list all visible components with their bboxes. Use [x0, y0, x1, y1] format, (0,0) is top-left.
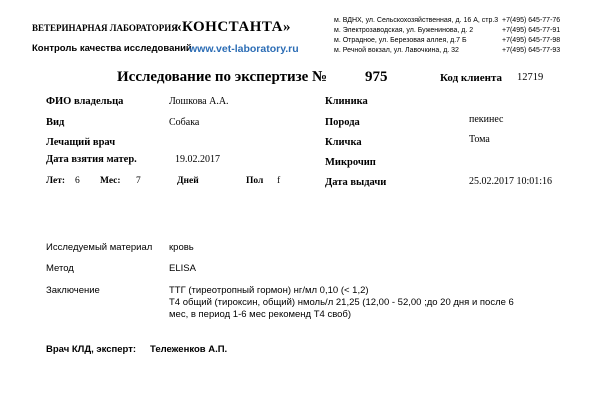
address-line: м. Отрадное, ул. Березовая аллея, д.7 Б: [334, 37, 467, 44]
client-code-label: Код клиента: [440, 72, 503, 84]
conclusion-line: Т4 общий (тироксин, общий) нмоль/л 21,25 (12,00 - 52,00 ;до 20 дня и после 6: [169, 297, 514, 308]
nickname-value: Тома: [469, 134, 490, 145]
address-line: м. Речной вокзал, ул. Лавочкина, д. 32: [334, 47, 459, 54]
method-label: Метод: [46, 263, 74, 274]
months-value: 7: [136, 176, 141, 186]
issue-date-value: 25.02.2017 10:01:16: [469, 176, 553, 187]
signature-name: Тележенков А.П.: [150, 344, 228, 355]
days-label: Дней: [177, 176, 199, 186]
conclusion-label: Заключение: [46, 285, 100, 296]
microchip-label: Микрочип: [325, 157, 376, 168]
years-label: Лет:: [46, 176, 66, 186]
phone-line: +7(495) 645-77-93: [502, 47, 561, 54]
material-value: кровь: [169, 242, 194, 253]
phone-line: +7(495) 645-77-98: [502, 37, 561, 44]
phone-line: +7(495) 645-77-76: [502, 17, 561, 24]
species-value: Собака: [169, 117, 200, 128]
months-label: Мес:: [100, 176, 121, 186]
conclusion-line: мес, в период 1-6 мес рекоменд Т4 своб): [169, 309, 352, 320]
years-value: 6: [75, 176, 80, 186]
clinic-label: Клиника: [325, 96, 368, 107]
phone-line: +7(495) 645-77-91: [502, 27, 561, 34]
sample-date-label: Дата взятия матер.: [46, 154, 137, 165]
sex-value: f: [277, 176, 281, 186]
conclusion-line: ТТГ (тиреотропный гормон) нг/мл 0,10 (< 1,2): [169, 285, 369, 296]
sample-date-value: 19.02.2017: [175, 154, 220, 165]
doctor-label: Лечащий врач: [46, 137, 116, 148]
sex-label: Пол: [246, 176, 264, 186]
owner-value: Лошкова А.А.: [169, 96, 229, 107]
page-title: Исследование по экспертизе №: [117, 69, 328, 85]
address-line: м. Электрозаводская, ул. Буженинова, д. 2: [334, 27, 474, 34]
material-label: Исследуемый материал: [46, 242, 153, 253]
lab-website: www.vet-laboratory.ru: [189, 43, 299, 55]
expertise-number: 975: [365, 69, 388, 85]
species-label: Вид: [46, 117, 65, 128]
signature-label: Врач КЛД, эксперт:: [46, 344, 137, 355]
lab-name: «КОНСТАНТА»: [174, 19, 292, 35]
owner-label: ФИО владельца: [46, 96, 124, 107]
client-code: 12719: [517, 72, 544, 83]
issue-date-label: Дата выдачи: [325, 177, 387, 188]
nickname-label: Кличка: [325, 137, 362, 148]
address-line: м. ВДНХ, ул. Сельскохозяйственная, д. 16 А, стр.3: [334, 17, 499, 24]
method-value: ELISA: [169, 263, 196, 274]
lab-prefix: ВЕТЕРИНАРНАЯ ЛАБОРАТОРИЯ: [32, 23, 178, 33]
lab-subtitle: Контроль качества исследований: [32, 43, 192, 54]
breed-label: Порода: [325, 117, 360, 128]
breed-value: пекинес: [469, 114, 504, 125]
